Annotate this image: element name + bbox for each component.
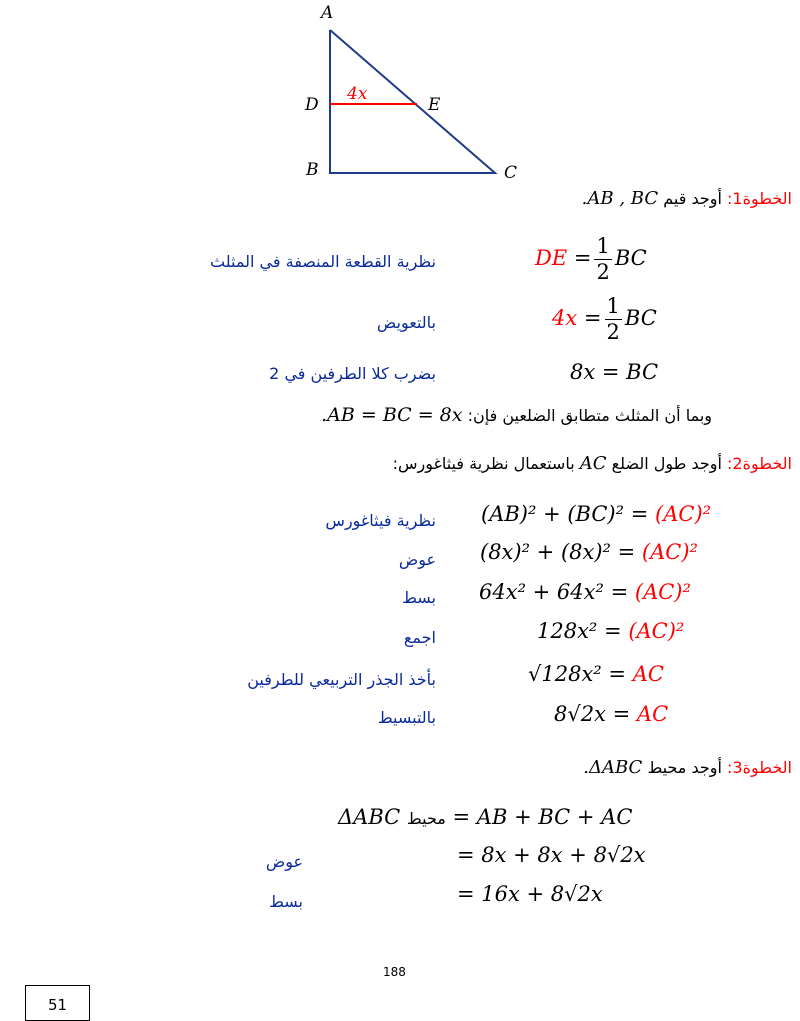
reason-simplify: بسط (402, 588, 436, 607)
reason-multiply-both-sides: بضرب كلا الطرفين في 2 (269, 364, 436, 383)
perimeter-substituted: = 8x + 8x + 8√2x (457, 843, 646, 867)
step2-prefix: الخطوة2: (727, 454, 792, 473)
equation-de-half-bc: DE = $\frac{1}{2}$ BC (535, 234, 647, 284)
equation-ac-result: 8√2x = AC (554, 702, 669, 726)
step2-heading: الخطوة2: أوجد طول الضلع AC باستعمال نظرية فيثاغورس: (392, 453, 792, 474)
equation-expanded: 64x² + 64x² = (AC)² (479, 580, 691, 604)
step1-math: AB , BC. (581, 188, 659, 209)
vertex-e-label: E (428, 95, 441, 115)
reason-square-root: بأخذ الجذر التربيعي للطرفين (247, 670, 436, 689)
perimeter-definition: ΔABC محيط = AB + BC + AC (338, 805, 633, 829)
reason-add: اجمع (403, 628, 436, 647)
step1-text: أوجد قيم (663, 189, 722, 208)
equation-sum: 128x² = (AC)² (537, 619, 685, 643)
equation-4x-half-bc: 4x = $\frac{1}{2}$ BC (552, 294, 657, 344)
vertex-c-label: C (504, 163, 518, 183)
page-number: 188 (383, 965, 406, 979)
reason-pythagorean: نظرية فيثاغورس (325, 511, 436, 530)
vertex-d-label: D (305, 95, 319, 115)
conclusion-isosceles: وبما أن المثلث متطابق الضلعين فإن: AB = BC = 8x. (321, 404, 712, 426)
reason-substitute: عوض (398, 550, 436, 569)
triangle-figure (300, 0, 530, 185)
vertex-a-label: A (321, 3, 334, 23)
equation-8x-bc: 8x = BC (570, 360, 659, 384)
equation-pythagorean: (AB)² + (BC)² = (AC)² (481, 502, 712, 526)
reason-simplify-root: بالتبسيط (377, 708, 436, 727)
reason-simplify-perimeter: بسط (269, 892, 303, 911)
reason-substitute-perimeter: عوض (265, 852, 303, 871)
step3-prefix: الخطوة3: (727, 758, 792, 777)
vertex-b-label: B (306, 160, 319, 180)
page-box-number: 51 (25, 985, 90, 1021)
reason-substitution: بالتعويض (376, 313, 436, 332)
equation-square-root: √128x² = AC (528, 662, 664, 686)
equation-substituted: (8x)² + (8x)² = (AC)² (480, 540, 698, 564)
perimeter-simplified: = 16x + 8√2x (457, 882, 603, 906)
step3-heading: الخطوة3: أوجد محيط ΔABC. (583, 757, 792, 778)
segment-de-length-label: 4x (347, 84, 368, 104)
step1-prefix: الخطوة1: (727, 189, 792, 208)
reason-midsegment-theorem: نظرية القطعة المنصفة في المثلث (210, 252, 436, 271)
step1-heading (582, 188, 792, 209)
